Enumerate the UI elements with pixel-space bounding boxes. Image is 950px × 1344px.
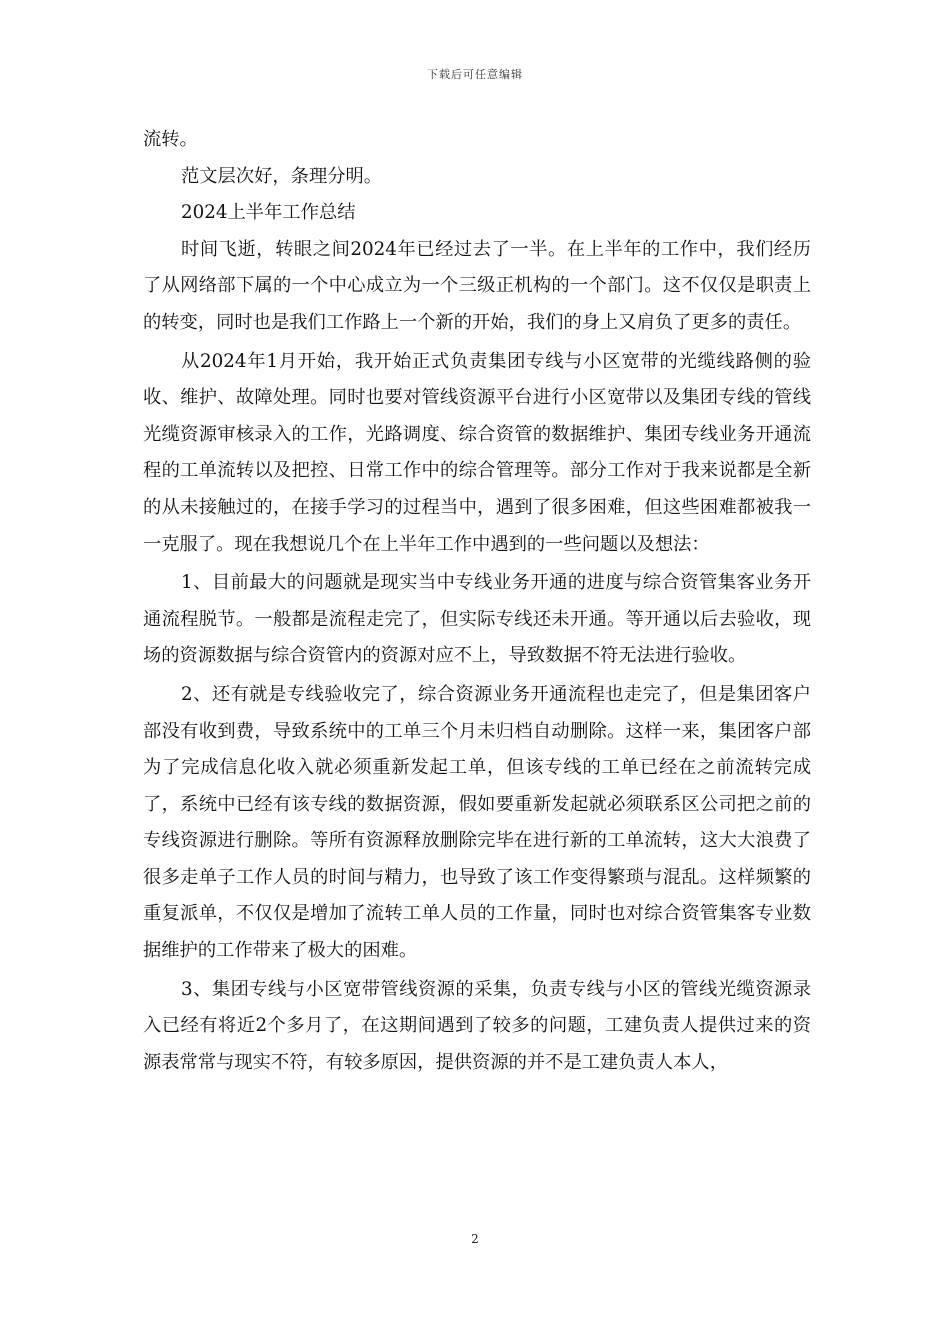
document-body [143,122,811,1081]
paragraph-issue-1: 1、目前最大的问题就是现实当中专线业务开通的进度与综合资管集客业务开通流程脱节。一般都是流程走完了，但实际专线还未开通。等开通以后去验收，现场的资源数据与综合资管内的资源对应不上，导致数据不符无法进行验收。 [143,572,811,667]
page-number: 2 [471,1232,479,1246]
page-header: 下载后可任意编辑 [427,68,523,81]
section-title: 2024上半年工作总结 [181,202,356,224]
paragraph-issue-2: 2、还有就是专线验收完了，综合资源业务开通流程也走完了，但是集团客户部没有收到费，导致系统中的工单三个月未归档自动删除。这样一来，集团客户部为了完成信息化收入就必须重新发起工单，但该专线的工单已经在之前流转完成了，系统中已经有该专线的数据资源，假如要重新发起就必须联系区公司把之前的专线资源进行删除。等所有资源释放删除完毕在进行新的工单流转，这大大浪费了很多走单子工作人员的时间与精力，也导致了该工作变得繁琐与混乱。这样频繁的重复派单，不仅仅是增加了流转工单人员的工作量，同时也对综合资管集客专业数据维护的工作带来了极大的困难。 [143,683,811,962]
paragraph-note: 范文层次好，条理分明。 [181,165,383,187]
paragraph-continuation: 流转。 [143,129,198,150]
paragraph-intro: 时间飞逝，转眼之间2024年已经过去了一半。在上半年的工作中，我们经历了从网络部下属的一个中心成立为一个三级正机构的一个部门。这不仅仅是职责上的转变，同时也是我们工作路上一个新的开始，我们的身上又肩负了更多的责任。 [143,238,811,333]
paragraph-issue-3: 3、集团专线与小区宽带管线资源的采集，负责专线与小区的管线光缆资源录入已经有将近2个多月了，在这期间遇到了较多的问题，工建负责人提供过来的资源表常常与现实不符，有较多原因，提供资源的并不是工建负责人本人， [143,978,811,1073]
paragraph-responsibilities: 从2024年1月开始，我开始正式负责集团专线与小区宽带的光缆线路侧的验收、维护、故障处理。同时也要对管线资源平台进行小区宽带以及集团专线的管线光缆资源审核录入的工作，光路调度、综合资管的数据维护、集团专线业务开通流程的工单流转以及把控、日常工作中的综合管理等。部分工作对于我来说都是全新的从未接触过的，在接手学习的过程当中，遇到了很多困难，但这些困难都被我一一克服了。现在我想说几个在上半年工作中遇到的一些问题以及想法： [143,350,811,555]
